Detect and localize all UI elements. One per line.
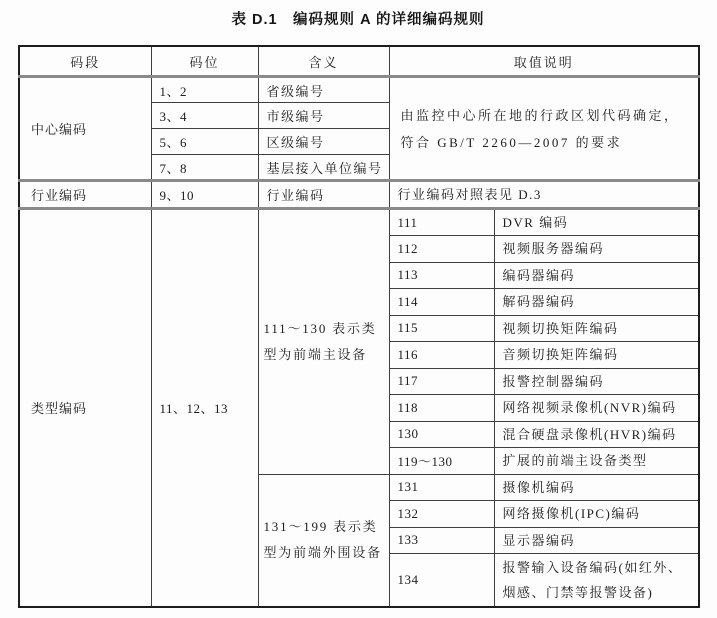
meaning-cell: 行业编码 bbox=[258, 181, 389, 209]
header-position: 码位 bbox=[151, 46, 258, 77]
table-row-industry bbox=[19, 181, 699, 209]
header-segment: 码段 bbox=[19, 46, 151, 77]
desc-cell: 音频切换矩阵编码 bbox=[494, 342, 699, 369]
desc-cell: 网络视频录像机(NVR)编码 bbox=[494, 395, 699, 422]
pos-cell: 1、2 bbox=[151, 77, 258, 103]
code-cell: 113 bbox=[389, 262, 494, 289]
code-cell: 132 bbox=[389, 501, 494, 528]
code-cell: 134 bbox=[389, 554, 494, 607]
desc-cell: DVR 编码 bbox=[494, 209, 699, 236]
segment-center: 中心编码 bbox=[19, 77, 151, 181]
table-header-row bbox=[19, 46, 699, 77]
industry-description: 行业编码对照表见 D.3 bbox=[389, 181, 699, 209]
pos-cell: 11、12、13 bbox=[151, 209, 258, 607]
desc-cell: 视频切换矩阵编码 bbox=[494, 315, 699, 342]
group2-meaning: 131～199 表示类型为前端外围设备 bbox=[258, 474, 389, 607]
code-cell: 112 bbox=[389, 236, 494, 263]
desc-cell: 摄像机编码 bbox=[494, 474, 699, 501]
pos-cell: 3、4 bbox=[151, 103, 258, 129]
center-description: 由监控中心所在地的行政区划代码确定，符合 GB/T 2260—2007 的要求 bbox=[389, 77, 699, 181]
desc-cell: 混合硬盘录像机(HVR)编码 bbox=[494, 421, 699, 448]
segment-industry: 行业编码 bbox=[19, 181, 151, 209]
document-page bbox=[0, 8, 717, 618]
meaning-cell: 基层接入单位编号 bbox=[258, 155, 389, 181]
code-cell: 116 bbox=[389, 342, 494, 369]
code-cell: 119～130 bbox=[389, 448, 494, 475]
desc-cell: 扩展的前端主设备类型 bbox=[494, 448, 699, 475]
table-row-type-111 bbox=[19, 209, 699, 236]
meaning-cell: 区级编号 bbox=[258, 129, 389, 155]
code-cell: 111 bbox=[389, 209, 494, 236]
code-cell: 114 bbox=[389, 289, 494, 316]
desc-cell: 网络摄像机(IPC)编码 bbox=[494, 501, 699, 528]
code-cell: 131 bbox=[389, 474, 494, 501]
desc-cell: 视频服务器编码 bbox=[494, 236, 699, 263]
desc-cell: 显示器编码 bbox=[494, 527, 699, 554]
meaning-cell: 市级编号 bbox=[258, 103, 389, 129]
header-value-desc: 取值说明 bbox=[389, 46, 699, 77]
group1-meaning: 111～130 表示类型为前端主设备 bbox=[258, 209, 389, 475]
header-meaning: 含义 bbox=[258, 46, 389, 77]
pos-cell: 5、6 bbox=[151, 129, 258, 155]
code-cell: 133 bbox=[389, 527, 494, 554]
pos-cell: 7、8 bbox=[151, 155, 258, 181]
table-row-center-1 bbox=[19, 77, 699, 103]
pos-cell: 9、10 bbox=[151, 181, 258, 209]
code-cell: 115 bbox=[389, 315, 494, 342]
table-caption: 表 D.1 编码规则 A 的详细编码规则 bbox=[231, 12, 485, 28]
desc-cell: 报警控制器编码 bbox=[494, 368, 699, 395]
code-cell: 117 bbox=[389, 368, 494, 395]
desc-cell: 报警输入设备编码(如红外、烟感、门禁等报警设备) bbox=[494, 554, 699, 607]
coding-rules-table bbox=[18, 45, 700, 608]
meaning-cell: 省级编号 bbox=[258, 77, 389, 103]
code-cell: 130 bbox=[389, 421, 494, 448]
code-cell: 118 bbox=[389, 395, 494, 422]
desc-cell: 编码器编码 bbox=[494, 262, 699, 289]
desc-cell: 解码器编码 bbox=[494, 289, 699, 316]
segment-type: 类型编码 bbox=[19, 209, 151, 607]
